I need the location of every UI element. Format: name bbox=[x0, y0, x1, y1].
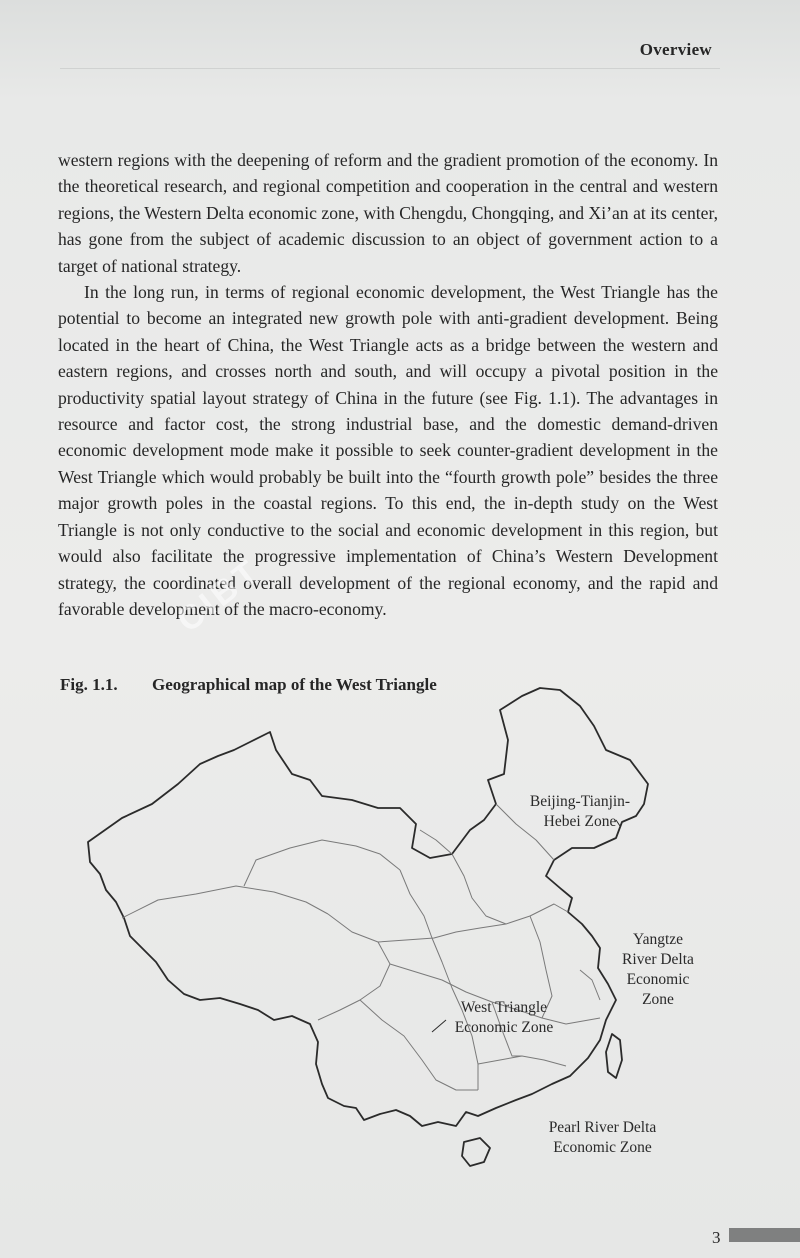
province-border bbox=[580, 970, 600, 1000]
watermark: CIBT bbox=[170, 551, 269, 640]
province-border bbox=[478, 1056, 566, 1066]
province-border bbox=[400, 870, 478, 1090]
province-border bbox=[122, 886, 328, 918]
label-west-triangle: West Triangle Economic Zone bbox=[454, 999, 554, 1036]
label-pearl-river-delta: Pearl River Delta Economic Zone bbox=[548, 1119, 657, 1156]
paragraph-2: In the long run, in terms of regional economic development, the West Triangle has the potential to become an integrated new growth pole with anti-gradient development. Being located in the heart of China, the West Triangle acts as a bridge between the western and eastern regions, and crosses north and south, and will occupy a pivotal position in the productivity spatial layout strategy of China in the future (see Fig. 1.1). The advantages in resource and factor cost, the strong industrial base, and the domestic demand-driven economic development mode make it possible to seek counter-gradient development in the West Triangle which would probably be built into the “fourth growth pole” besides the three major growth poles in the coastal regions. To this end, the in-depth study on the West Triangle is not only conductive to the social and economic development in this region, but would also facilitate the progressive implementation of China’s Western Development strategy, the coordinated overall development of the regional economy, and the rapid and favorable development of the macro-economy. bbox=[58, 282, 718, 619]
label-yangtze-river-delta: Yangtze River Delta Economic Zone bbox=[622, 931, 694, 1008]
province-border bbox=[452, 854, 506, 924]
header-rule bbox=[60, 68, 720, 69]
figure-number: Fig. 1.1. bbox=[60, 675, 118, 694]
national-border bbox=[88, 688, 648, 1126]
label-beijing-tianjin-hebei: Beijing-Tianjin- Hebei Zone bbox=[529, 793, 631, 830]
body-text bbox=[58, 147, 718, 622]
province-border bbox=[420, 830, 452, 854]
province-border bbox=[378, 904, 568, 942]
china-map-figure bbox=[60, 680, 694, 1200]
running-head: Overview bbox=[639, 40, 712, 59]
page-number: 3 bbox=[712, 1228, 721, 1247]
province-border bbox=[244, 840, 400, 886]
hainan-island bbox=[462, 1138, 490, 1166]
taiwan-island bbox=[606, 1034, 622, 1078]
paragraph-1: western regions with the deepening of reform and the gradient promotion of the economy. In the theoretical research, and regional competition and cooperation in the central and western regions, the Western Delta economic zone, with Chengdu, Chongqing, and Xi’an at its center, has gone from the subject of academic discussion to an object of government action to a target of national strategy. bbox=[58, 150, 718, 276]
province-border bbox=[318, 914, 390, 1020]
figure-title: Geographical map of the West Triangle bbox=[152, 675, 437, 694]
page-number-bar bbox=[729, 1228, 800, 1242]
